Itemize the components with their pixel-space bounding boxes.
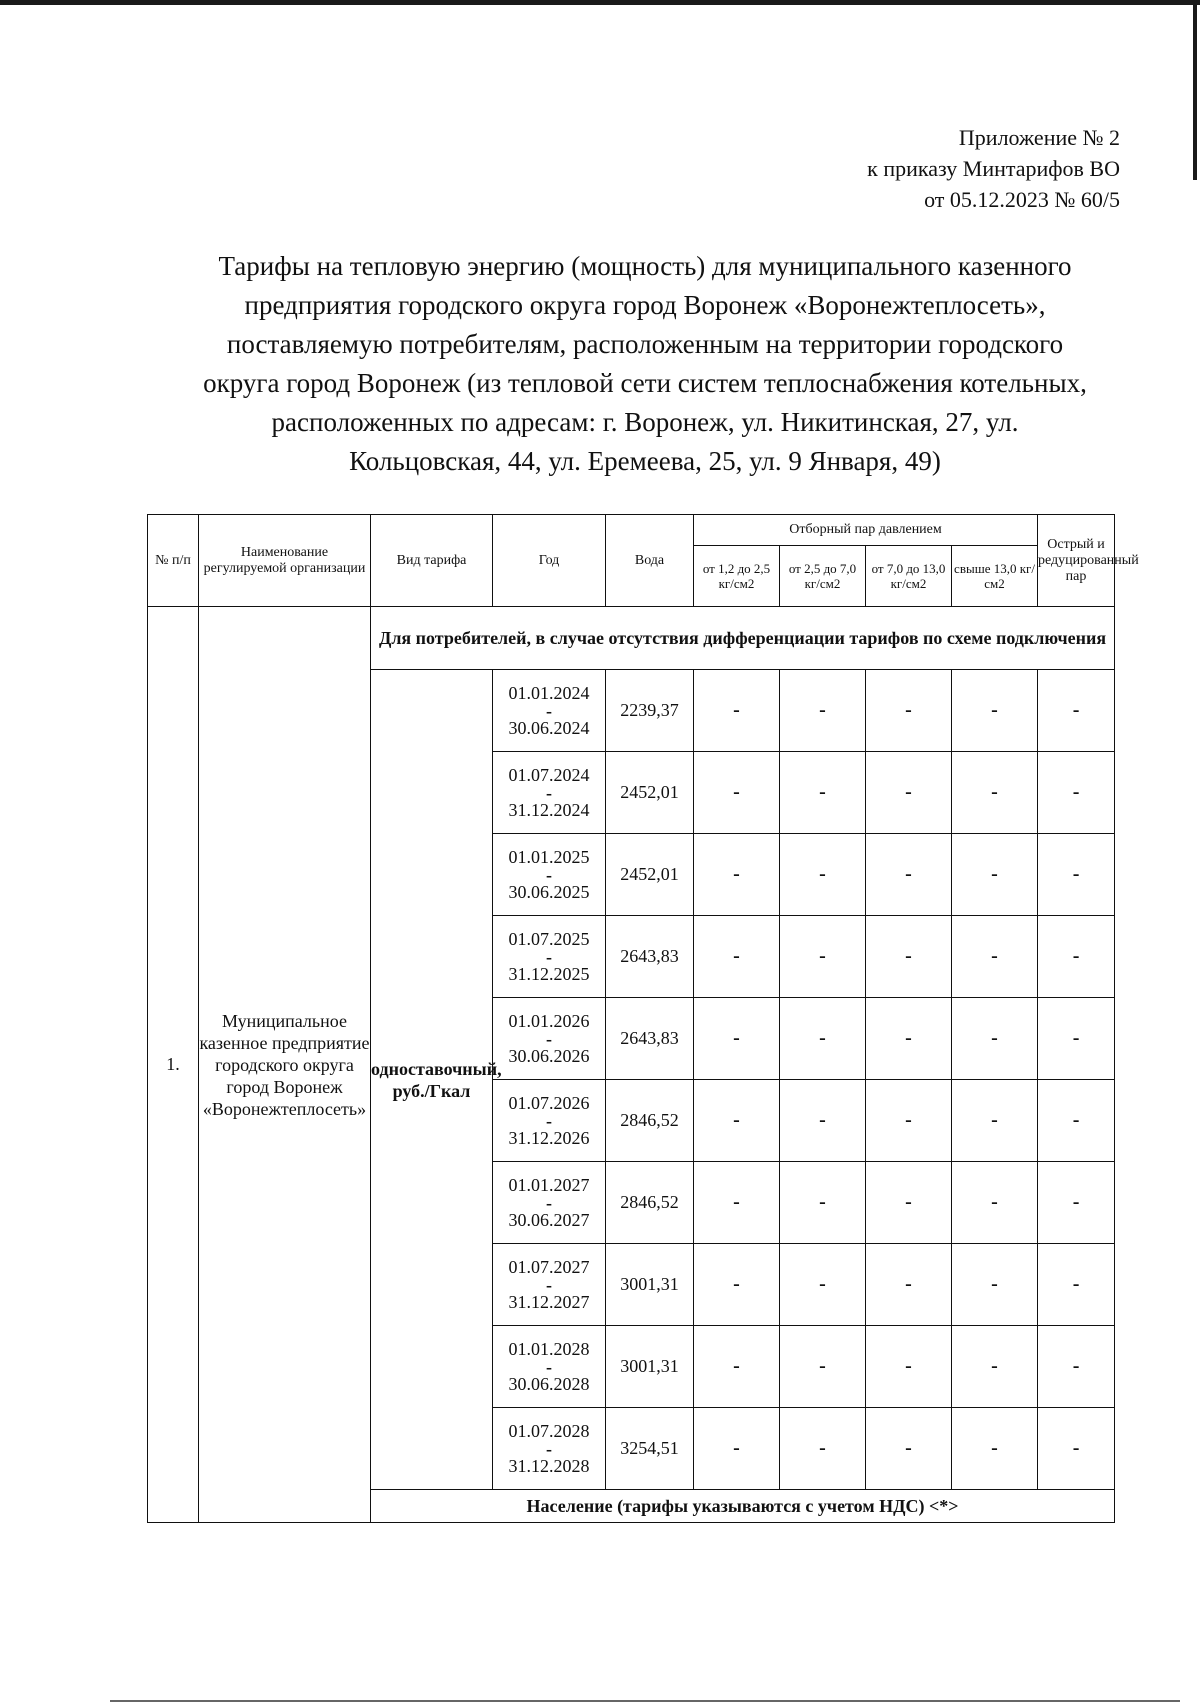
steam-tariff: - — [694, 1162, 780, 1244]
period-end: 31.12.2025 — [508, 963, 590, 984]
water-tariff: 2239,37 — [606, 670, 694, 752]
steam-tariff: - — [952, 752, 1038, 834]
period-start: 01.01.2027 — [508, 1174, 590, 1195]
period-separator: - — [546, 700, 552, 721]
period-separator: - — [546, 1356, 552, 1377]
steam-tariff: - — [780, 752, 866, 834]
annex-number: Приложение № 2 — [958, 125, 1120, 150]
header-sharp-steam: Острый и редуцированный пар — [1038, 515, 1115, 607]
title-line: предприятия городского округа город Воронеж «Воронежтеплосеть», — [244, 290, 1046, 320]
steam-tariff: - — [780, 1326, 866, 1408]
steam-tariff: - — [866, 752, 952, 834]
period-start: 01.07.2028 — [508, 1420, 590, 1441]
scan-border-bottom — [110, 1700, 1180, 1702]
period-separator: - — [546, 1192, 552, 1213]
steam-tariff: - — [952, 1162, 1038, 1244]
period-start: 01.01.2024 — [508, 682, 590, 703]
period-end: 30.06.2024 — [508, 717, 590, 738]
header-org: Наименование регулируемой организации — [199, 515, 371, 607]
title-line: округа город Воронеж (из тепловой сети систем теплоснабжения котельных, — [203, 368, 1087, 398]
group-row — [148, 607, 1115, 670]
period-cell — [493, 1080, 606, 1162]
population-label: Население (тарифы указываются с учетом НДС) <*> — [371, 1490, 1115, 1523]
period-start: 01.07.2025 — [508, 928, 590, 949]
steam-tariff: - — [866, 998, 952, 1080]
steam-tariff: - — [866, 1408, 952, 1490]
steam-tariff: - — [694, 1408, 780, 1490]
water-tariff: 2643,83 — [606, 998, 694, 1080]
water-tariff: 2643,83 — [606, 916, 694, 998]
annex-order-ref: к приказу Минтарифов ВО — [867, 156, 1120, 181]
period-cell — [493, 834, 606, 916]
header-row — [148, 515, 1115, 546]
period-end: 30.06.2025 — [508, 881, 590, 902]
sharp-steam-tariff: - — [1038, 1162, 1115, 1244]
scan-border-right — [1193, 0, 1197, 180]
header-steam-col: от 7,0 до 13,0 кг/см2 — [866, 546, 952, 607]
period-cell — [493, 1162, 606, 1244]
steam-tariff: - — [780, 834, 866, 916]
sharp-steam-tariff: - — [1038, 1326, 1115, 1408]
tariff-type: одноставочный, руб./Гкал — [371, 670, 493, 1490]
steam-tariff: - — [694, 998, 780, 1080]
header-steam-group: Отборный пар давлением — [694, 515, 1038, 546]
annex-header — [560, 122, 1120, 215]
period-start: 01.01.2026 — [508, 1010, 590, 1031]
title-line: расположенных по адресам: г. Воронеж, ул. Никитинская, 27, ул. — [271, 407, 1019, 437]
period-end: 30.06.2027 — [508, 1209, 590, 1230]
period-cell — [493, 916, 606, 998]
period-start: 01.07.2027 — [508, 1256, 590, 1277]
water-tariff: 3254,51 — [606, 1408, 694, 1490]
sharp-steam-tariff: - — [1038, 834, 1115, 916]
water-tariff: 3001,31 — [606, 1326, 694, 1408]
period-separator: - — [546, 1274, 552, 1295]
water-tariff: 3001,31 — [606, 1244, 694, 1326]
header-steam-col: от 1,2 до 2,5 кг/см2 — [694, 546, 780, 607]
period-separator: - — [546, 946, 552, 967]
steam-tariff: - — [952, 1326, 1038, 1408]
period-start: 01.01.2025 — [508, 846, 590, 867]
steam-tariff: - — [780, 670, 866, 752]
steam-tariff: - — [952, 834, 1038, 916]
period-end: 31.12.2027 — [508, 1291, 590, 1312]
sharp-steam-tariff: - — [1038, 670, 1115, 752]
sharp-steam-tariff: - — [1038, 916, 1115, 998]
steam-tariff: - — [694, 1080, 780, 1162]
period-end: 31.12.2026 — [508, 1127, 590, 1148]
steam-tariff: - — [780, 1162, 866, 1244]
steam-tariff: - — [694, 834, 780, 916]
period-end: 30.06.2026 — [508, 1045, 590, 1066]
period-cell — [493, 1408, 606, 1490]
steam-tariff: - — [952, 670, 1038, 752]
header-tariff-type: Вид тарифа — [371, 515, 493, 607]
title-line: поставляемую потребителям, расположенным на территории городского — [226, 329, 1064, 359]
period-start: 01.07.2026 — [508, 1092, 590, 1113]
steam-tariff: - — [780, 1080, 866, 1162]
period-end: 31.12.2024 — [508, 799, 590, 820]
steam-tariff: - — [866, 834, 952, 916]
steam-tariff: - — [952, 1408, 1038, 1490]
steam-tariff: - — [780, 916, 866, 998]
row-number: 1. — [148, 607, 199, 1523]
header-steam-col: от 2,5 до 7,0 кг/см2 — [780, 546, 866, 607]
period-cell — [493, 752, 606, 834]
period-start: 01.01.2028 — [508, 1338, 590, 1359]
period-cell — [493, 670, 606, 752]
scan-border-top — [0, 0, 1200, 5]
steam-tariff: - — [694, 670, 780, 752]
steam-tariff: - — [866, 1326, 952, 1408]
tariff-table — [147, 514, 1139, 1523]
steam-tariff: - — [780, 1244, 866, 1326]
period-separator: - — [546, 1110, 552, 1131]
steam-tariff: - — [952, 1080, 1038, 1162]
water-tariff: 2846,52 — [606, 1080, 694, 1162]
header-steam-col: свыше 13,0 кг/см2 — [952, 546, 1038, 607]
period-cell — [493, 1244, 606, 1326]
sharp-steam-tariff: - — [1038, 752, 1115, 834]
period-end: 31.12.2028 — [508, 1455, 590, 1476]
steam-tariff: - — [694, 916, 780, 998]
period-separator: - — [546, 1438, 552, 1459]
period-cell — [493, 1326, 606, 1408]
steam-tariff: - — [866, 1080, 952, 1162]
water-tariff: 2452,01 — [606, 834, 694, 916]
annex-order-date: от 05.12.2023 № 60/5 — [924, 187, 1120, 212]
steam-tariff: - — [952, 1244, 1038, 1326]
period-separator: - — [546, 864, 552, 885]
period-start: 01.07.2024 — [508, 764, 590, 785]
period-cell — [493, 998, 606, 1080]
steam-tariff: - — [694, 1326, 780, 1408]
steam-tariff: - — [694, 1244, 780, 1326]
water-tariff: 2846,52 — [606, 1162, 694, 1244]
sharp-steam-tariff: - — [1038, 1080, 1115, 1162]
sharp-steam-tariff: - — [1038, 1244, 1115, 1326]
period-separator: - — [546, 782, 552, 803]
title-line: Тарифы на тепловую энергию (мощность) для муниципального казенного — [218, 251, 1072, 281]
steam-tariff: - — [780, 1408, 866, 1490]
steam-tariff: - — [866, 1162, 952, 1244]
steam-tariff: - — [866, 916, 952, 998]
header-num: № п/п — [148, 515, 199, 607]
sharp-steam-tariff: - — [1038, 1408, 1115, 1490]
organization-name: Муниципальное казенное предприятие городского округа город Воронеж «Воронежтеплосеть» — [199, 607, 371, 1523]
period-end: 30.06.2028 — [508, 1373, 590, 1394]
header-year: Год — [493, 515, 606, 607]
title-line: Кольцовская, 44, ул. Еремеева, 25, ул. 9 Января, 49) — [349, 446, 941, 476]
period-separator: - — [546, 1028, 552, 1049]
steam-tariff: - — [952, 998, 1038, 1080]
header-water: Вода — [606, 515, 694, 607]
steam-tariff: - — [780, 998, 866, 1080]
steam-tariff: - — [866, 1244, 952, 1326]
water-tariff: 2452,01 — [606, 752, 694, 834]
document-title — [165, 247, 1125, 481]
sharp-steam-tariff: - — [1038, 998, 1115, 1080]
group-label: Для потребителей, в случае отсутствия дифференциации тарифов по схеме подключения — [371, 607, 1115, 670]
steam-tariff: - — [694, 752, 780, 834]
steam-tariff: - — [866, 670, 952, 752]
steam-tariff: - — [952, 916, 1038, 998]
